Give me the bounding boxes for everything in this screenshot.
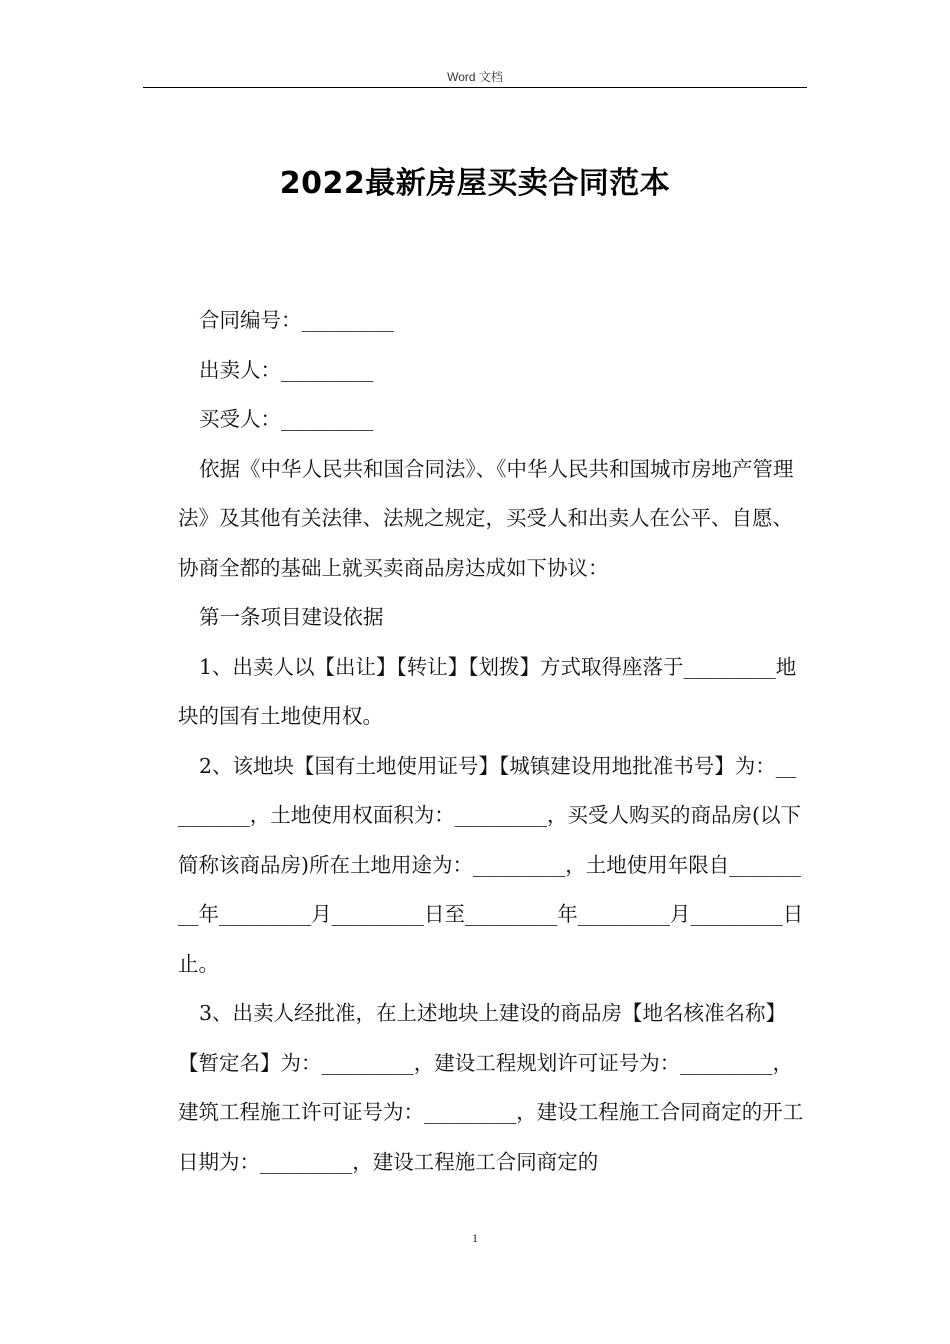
article-one-heading: 第一条项目建设依据 [199,605,384,629]
page-header: Word 文档 [447,70,503,84]
clause-2-paragraph: 2、该地块【国有土地使用证号】【城镇建设用地批准书号】为：_________，土地使用权面积为：_________，买受人购买的商品房(以下简称该商品房)所在土地用途为：_________，土地使用年限自_________年_________月_________日至_________年_________月_________日止。 [178,753,804,976]
document-title: 2022最新房屋买卖合同范本 [279,166,671,201]
clause-3-paragraph: 3、出卖人经批准，在上述地块上建设的商品房【地名核准名称】【暂定名】为：_________，建设工程规划许可证号为：_________，建筑工程施工许可证号为：_________，建设工程施工合同商定的开工日期为：_________，建设工程施工合同商定的 [178,1001,804,1174]
preamble-paragraph: 依据《中华人民共和国合同法》、《中华人民共和国城市房地产管理法》及其他有关法律、法规之规定，买受人和出卖人在公平、自愿、协商全都的基础上就买卖商品房达成如下协议： [178,456,794,580]
header-rule [143,87,807,88]
document-body [178,296,804,1187]
clause-1-paragraph: 1、出卖人以【出让】【转让】【划拨】方式取得座落于_________地块的国有土地使用权。 [178,654,797,728]
seller-line: 出卖人：_________ [199,357,374,382]
page-number: 1 [472,1231,478,1245]
buyer-line: 买受人：_________ [199,407,374,431]
contract-number-line: 合同编号：_________ [199,308,394,332]
